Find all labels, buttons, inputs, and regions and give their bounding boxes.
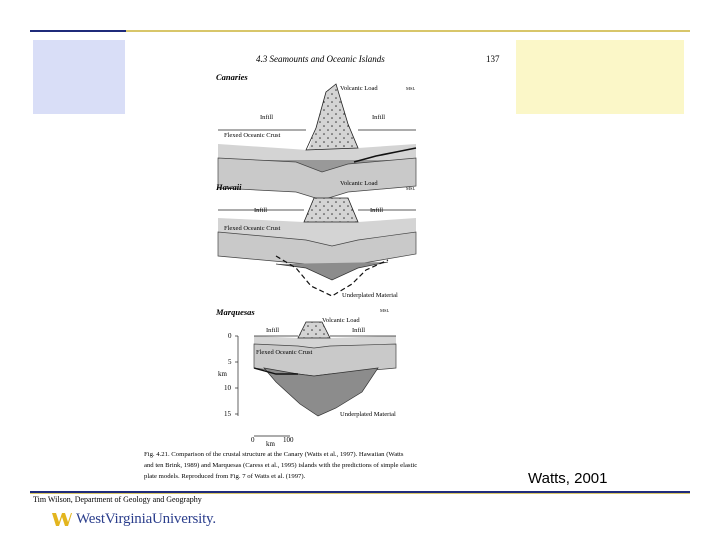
decorative-yellow-block (516, 40, 684, 114)
panel-title: Hawaii (216, 182, 242, 192)
msl-label: MSL (406, 86, 416, 91)
scale-start: 0 (251, 436, 255, 444)
decorative-blue-block (33, 40, 125, 114)
load-label: Volcanic Load (322, 317, 360, 324)
volcanic-load-shape (306, 84, 358, 150)
panel-hawaii (215, 180, 416, 299)
underplated-body (264, 368, 378, 416)
msl-label: MSL (406, 186, 416, 191)
caption-line: and ten Brink, 1989) and Marquesas (Caress et al., 1995) islands with the predictions of simple elastic (144, 462, 418, 469)
underplated-label: Underplated Material (340, 411, 396, 418)
crust-label: Flexed Oceanic Crust (256, 349, 313, 356)
page-number: 137 (486, 54, 500, 64)
bottom-gold-rule (30, 493, 690, 494)
volcanic-load-shape (304, 198, 358, 222)
underplated-label: Underplated Material (342, 292, 398, 299)
crust-label: Flexed Oceanic Crust (224, 225, 281, 232)
depth-tick-label: 15 (224, 410, 231, 418)
caption-line: plate models. Reproduced from Fig. 7 of Watts et al. (1997). (144, 473, 306, 480)
panel-title: Canaries (216, 72, 248, 82)
volcanic-load-shape (298, 322, 330, 338)
crust-label: Flexed Oceanic Crust (224, 132, 281, 139)
caption-line: Fig. 4.21. Comparison of the crustal structure at the Canary (Watts et al., 1997). Hawaiian (Watts (144, 451, 404, 458)
infill-right-label: Infill (370, 207, 383, 214)
infill-left-label: Infill (254, 207, 267, 214)
wvu-logo-text: WestVirginiaUniversity. (76, 510, 216, 527)
infill-right-label: Infill (372, 114, 385, 121)
wvu-logo (52, 508, 216, 530)
depth-tick-label: 5 (228, 358, 232, 366)
load-label: Volcanic Load (340, 180, 378, 187)
wvu-flying-wv-icon (52, 511, 72, 527)
depth-tick-label: 0 (228, 332, 232, 340)
infill-left-label: Infill (266, 327, 279, 334)
panel-canaries (216, 72, 416, 200)
crustal-structure-diagram (126, 32, 516, 490)
underplated-body (276, 262, 388, 280)
scale-unit: km (266, 440, 275, 448)
infill-right-label: Infill (352, 327, 365, 334)
citation: Watts, 2001 (528, 470, 608, 487)
panel-title: Marquesas (216, 307, 255, 317)
panel-marquesas (215, 307, 396, 448)
running-header: 4.3 Seamounts and Oceanic Islands (256, 54, 385, 64)
scale-end: 100 (283, 436, 294, 444)
depth-tick-label: 10 (224, 384, 231, 392)
footer-credit: Tim Wilson, Department of Geology and Geography (33, 495, 202, 504)
infill-left-label: Infill (260, 114, 273, 121)
depth-unit: km (218, 370, 227, 378)
load-label: Volcanic Load (340, 85, 378, 92)
scanned-figure (126, 32, 516, 490)
msl-label: MSL (380, 308, 390, 313)
